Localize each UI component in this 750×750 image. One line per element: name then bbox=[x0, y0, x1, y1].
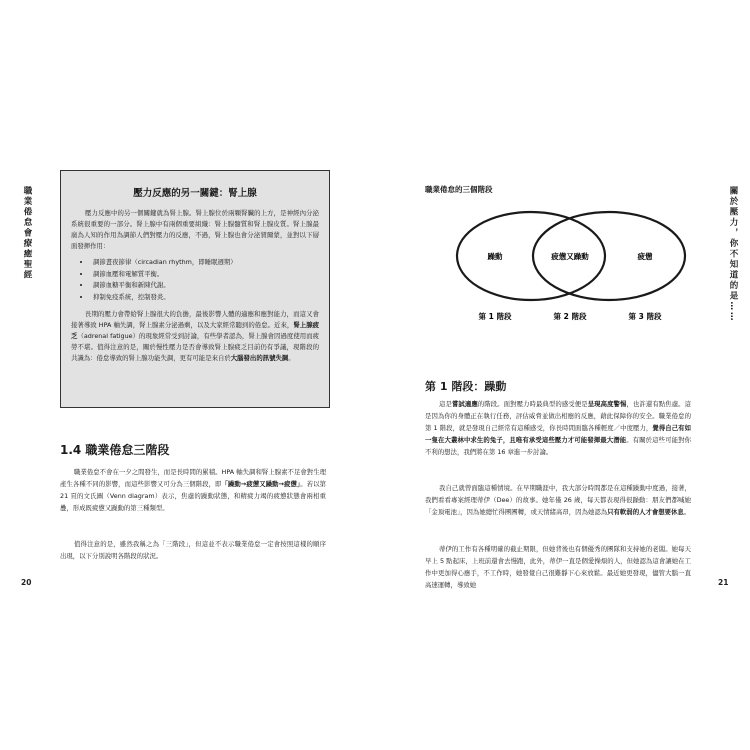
section-title: 1.4 職業倦怠三階段 bbox=[60, 443, 170, 457]
list-item: • 調節血糖平衡和新陳代謝。 bbox=[91, 280, 319, 292]
subsection-title: 第 1 階段：躁動 bbox=[425, 380, 507, 393]
box-title: 壓力反應的另一關鍵：腎上腺 bbox=[133, 188, 257, 199]
venn-label-right: 疲憊 bbox=[637, 252, 653, 261]
right-running-title: 關於壓力，你不知道的是…… bbox=[728, 186, 738, 323]
sidebar-box-adrenal bbox=[60, 170, 330, 408]
box-bullet-list bbox=[91, 257, 319, 303]
venn-diagram bbox=[425, 188, 715, 328]
body-paragraph: 我自己就曾面臨這種情境。在早期職涯中，我大部分時間都是在這種躁動中度過，接著，我們看看專案經理蒂伊（Dee）的故事。她年僅 26 歲，每天都表現得很躁動：朋友們都喊她「金頂電池」，因為她總忙得團團轉，或天情緒高昂，因為她認為只有軟弱的人才會想要休息。 bbox=[425, 484, 691, 516]
body-paragraph: 蒂伊的工作有各種明確的截止期限，但她背後也有個優秀的團隊和支持她的老闆。她每天早上 5 點起床，上班前還會去慢跑，此外，蒂伊一直是個愛操煩的人，但她認為這會讓她在工作中更加得心應手，不工作時，她發覺自己很難靜下心來放鬆。最近她更發現，儘管大腦一直高速運轉，導致她 bbox=[425, 545, 691, 589]
left-page-number: 20 bbox=[21, 578, 32, 587]
list-item: • 抑制免疫系統，控制發炎。 bbox=[91, 292, 319, 304]
list-item: • 調節晝夜節律（circadian rhythm，即睡眠週期） bbox=[91, 257, 319, 269]
stage-label-2: 第 2 階段 bbox=[553, 312, 587, 321]
body-paragraph: 這是嘗試適應的階段。面對壓力時最典型的感受便是呈現高度警惕，也許還有點焦慮。這是因為你的身體正在執行任務，評估威脅並做出相應的反應，藉此保障你的安全。職業倦怠的第 1 階段，就是發現自己經常有這種感受，你長時間面臨各種輕度／中度壓力，覺得自己有如一隻在大叢林中求生的兔子，且唯有承受這些壓力才可能發揮最大潛能。有關於這些可能對你不利的想法，我們將在第 16 章進一步討論。 bbox=[425, 400, 692, 456]
stage-label-3: 第 3 階段 bbox=[628, 312, 662, 321]
box-paragraph: 長期的壓力會帶給腎上腺很大的負擔，最後影響人體的適應和應對能力，而這又會接著導致 HPA 軸失調，腎上腺素分泌過剩，以及大家經常聽到的倦怠。近來，腎上腺疲乏（adrenal fatigue）的現象經常受到討論，有些學者認為，腎上腺會因過度使用而疲勞不堪。值得注意的是，關於慢性壓力是否會導致腎上腺疲乏目前仍有爭議，現階段的共識為：倦怠導致的腎上腺功能失調，更有可能是來自於大腦發出的訊號失調。 bbox=[71, 310, 320, 362]
right-page-number: 21 bbox=[718, 578, 729, 587]
body-paragraph: 值得注意的是，雖然我稱之為「三階段」，但這並不表示職業倦怠一定會按照這樣的順序出現，以下分別說明各階段的狀況。 bbox=[60, 540, 326, 560]
list-item: • 調節血壓和電解質平衡。 bbox=[91, 269, 319, 281]
left-running-title: 職業倦怠會療癒聖經 bbox=[22, 186, 32, 281]
box-paragraph: 壓力反應中的另一個關鍵就為腎上腺。腎上腺位於兩顆腎臟的上方，是神經內分泌系統很重要的一部分。腎上腺中有兩個重要組織：腎上腺髓質和腎上腺皮質。腎上腺最廣為人知的作用為調節人們對壓力的反應，不過，腎上腺也會分泌賀爾蒙，並對以下層面發揮作用： bbox=[71, 209, 319, 250]
body-paragraph: 職業倦怠不會在一夕之間發生，而是長時間的累積。HPA 軸失調和腎上腺素不足會對生理產生各種不同的影響，而這些影響又可分為三個階段，即「躁動→疲憊又躁動→疲憊」。若以第 21 頁的文氏圖（Venn diagram）表示，焦慮的躁動狀態，和精疲力竭的疲憊狀態會兩相重疊，形成既疲憊又躁動的第三種類型。 bbox=[60, 468, 327, 512]
venn-label-left: 躁動 bbox=[487, 252, 503, 261]
diagram-title: 職業倦怠的三個階段 bbox=[425, 185, 493, 194]
stage-label-1: 第 1 階段 bbox=[478, 312, 512, 321]
venn-label-center: 疲憊又躁動 bbox=[551, 252, 589, 261]
